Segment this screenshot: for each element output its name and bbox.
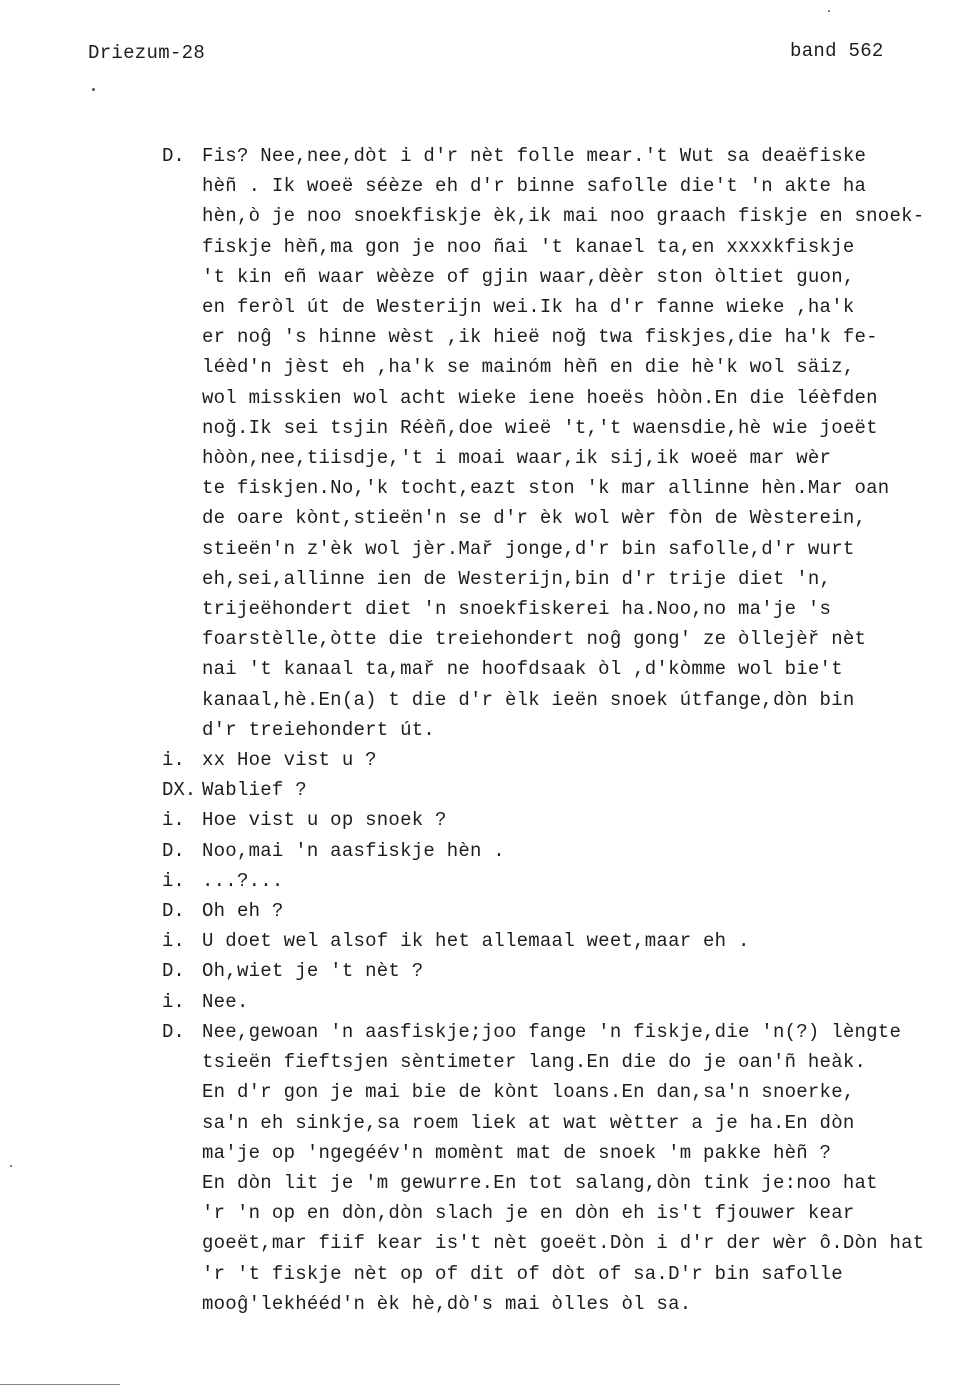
utterance-line: Nee,gewoan 'n aasfiskje;joo fange 'n fiskje,die 'n(?) lèngte [202,1020,902,1043]
transcript-turn [140,141,970,745]
utterance-line: goeët,mar fiif kear is't nèt goeët.Dòn i d'r der wèr ô.Dòn hat [202,1232,925,1255]
utterance-line: Wablief ? [202,779,307,802]
transcript-turn [140,836,970,866]
utterance-line: hòòn,nee,tiisdje,'t i moai waar,ik sij,ik woeë mar wèr [202,447,832,470]
speaker-label-cell [140,926,202,956]
utterance-line: d'r treiehondert út. [202,718,436,741]
speaker-label: DX. [162,779,197,802]
utterance-line: mooĝ'lekhééd'n èk hè,dò's mai òlles òl sa. [202,1292,692,1315]
speaker-label-cell [140,956,202,986]
paper-speck [828,10,830,12]
transcript-turn [140,745,970,775]
utterance [202,141,970,745]
utterance-line: hèñ . Ik woeë séèze eh d'r binne safolle die't 'n akte ha [202,175,867,198]
speaker-label: D. [162,839,185,862]
transcript-turn [140,987,970,1017]
utterance-line: 't kin eñ waar wèèze of gjin waar,dèèr ston òltiet guon, [202,265,855,288]
utterance-line: nai 't kanaal ta,mař ne hoofdsaak òl ,d'kòmme wol bie't [202,658,843,681]
utterance-line: wol misskien wol acht wieke iene hoeës hòòn.En die léèfden [202,386,878,409]
utterance-line: stieën'n z'èk wol jèr.Mař jonge,d'r bin safolle,d'r wurt [202,537,855,560]
speaker-label-cell [140,836,202,866]
transcript-turn [140,896,970,926]
utterance-line: Fis? Nee,nee,dòt i d'r nèt folle mear.'t Wut sa deaëfiske [202,145,867,167]
paper-speck [10,1165,12,1167]
speaker-label-cell [140,866,202,896]
utterance-line: Oh eh ? [202,900,284,923]
speaker-label-cell [140,775,202,805]
transcript-turn [140,1017,970,1319]
utterance-line: 'r 't fiskje nèt op of dit of dòt of sa.D'r bin safolle [202,1262,843,1285]
document-id: Driezum-28 [88,42,206,64]
utterance-line: En d'r gon je mai bie de kònt loans.En dan,sa'n snoerke, [202,1081,855,1104]
utterance-line: de oare kònt,stieën'n se d'r èk wol wèr fòn de Wèsterein, [202,507,867,530]
utterance-line: te fiskjen.No,'k tocht,eazt ston 'k mar allinne hèn.Mar oan [202,477,890,500]
utterance [202,745,970,775]
utterance-line: En dòn lit je 'm gewurre.En tot salang,dòn tink je:noo hat [202,1171,878,1194]
utterance-line: Hoe vist u op snoek ? [202,809,447,832]
utterance-line: eh,sei,allinne ien de Westerijn,bin d'r trije diet 'n, [202,567,832,590]
speaker-label: i. [162,869,185,892]
utterance-line: kanaal,hè.En(a) t die d'r èlk ieën snoek útfange,dòn bin [202,688,855,711]
utterance-line: Oh,wiet je 't nèt ? [202,960,424,983]
utterance [202,926,970,956]
utterance-line: foarstèlle,òtte die treiehondert noĝ gong' ze òllejèř nèt [202,628,867,651]
utterance-line: ...?... [202,869,284,892]
utterance-line: en feròl út de Westerijn wei.Ik ha d'r fanne wieke ,ha'k [202,296,855,319]
speaker-label-cell [140,1017,202,1047]
transcript-body [140,141,970,1319]
utterance-line: ma'je op 'ngegéév'n momènt mat de snoek 'm pakke hèñ ? [202,1141,832,1164]
utterance-line: 'r 'n op en dòn,dòn slach je en dòn eh is't fjouwer kear [202,1202,855,1225]
utterance [202,866,970,896]
speaker-label: D. [162,960,185,983]
utterance [202,987,970,1017]
speaker-label-cell [140,987,202,1017]
utterance [202,836,970,866]
transcript-turn [140,866,970,896]
utterance-line: xx Hoe vist u ? [202,749,377,772]
transcript-turn [140,926,970,956]
utterance [202,896,970,926]
speaker-label: D. [162,900,185,923]
speaker-label: D. [162,1020,185,1043]
speaker-label-cell [140,141,202,171]
utterance [202,1017,970,1319]
transcript-turn [140,775,970,805]
utterance-line: U doet wel alsof ik het allemaal weet,maar eh . [202,930,750,953]
utterance-line: tsieën fieftsjen sèntimeter lang.En die do je oan'ñ heàk. [202,1051,867,1074]
speaker-label: i. [162,749,185,772]
utterance-line: Nee. [202,990,249,1013]
speaker-label-cell [140,896,202,926]
utterance-line: er noĝ 's hinne wèst ,ik hieë noğ twa fiskjes,die ha'k fe- [202,326,878,349]
transcript-turn [140,956,970,986]
paper-speck [92,88,95,91]
speaker-label-cell [140,745,202,775]
page-edge-line [0,1384,120,1385]
speaker-label: i. [162,990,185,1013]
utterance-line: fiskje hèñ,ma gon je noo ñai 't kanael ta,en xxxxkfiskje [202,235,855,258]
speaker-label: D. [162,145,185,167]
utterance-line: léèd'n jèst eh ,ha'k se mainóm hèñ en die hè'k wol säiz, [202,356,855,379]
tape-number: band 562 [790,40,884,62]
utterance-line: Noo,mai 'n aasfiskje hèn . [202,839,505,862]
speaker-label-cell [140,805,202,835]
utterance-line: noğ.Ik sei tsjin Réèñ,doe wieë 't,'t waensdie,hè wie joeët [202,416,878,439]
utterance-line: trijeëhondert diet 'n snoekfiskerei ha.Noo,no ma'je 's [202,598,832,621]
utterance [202,775,970,805]
utterance-line: hèn,ò je noo snoekfiskje èk,ik mai noo graach fiskje en snoek- [202,205,925,228]
utterance-line: sa'n eh sinkje,sa roem liek at wat wètter a je ha.En dòn [202,1111,855,1134]
speaker-label: i. [162,930,185,953]
speaker-label: i. [162,809,185,832]
utterance [202,956,970,986]
transcript-turn [140,805,970,835]
utterance [202,805,970,835]
